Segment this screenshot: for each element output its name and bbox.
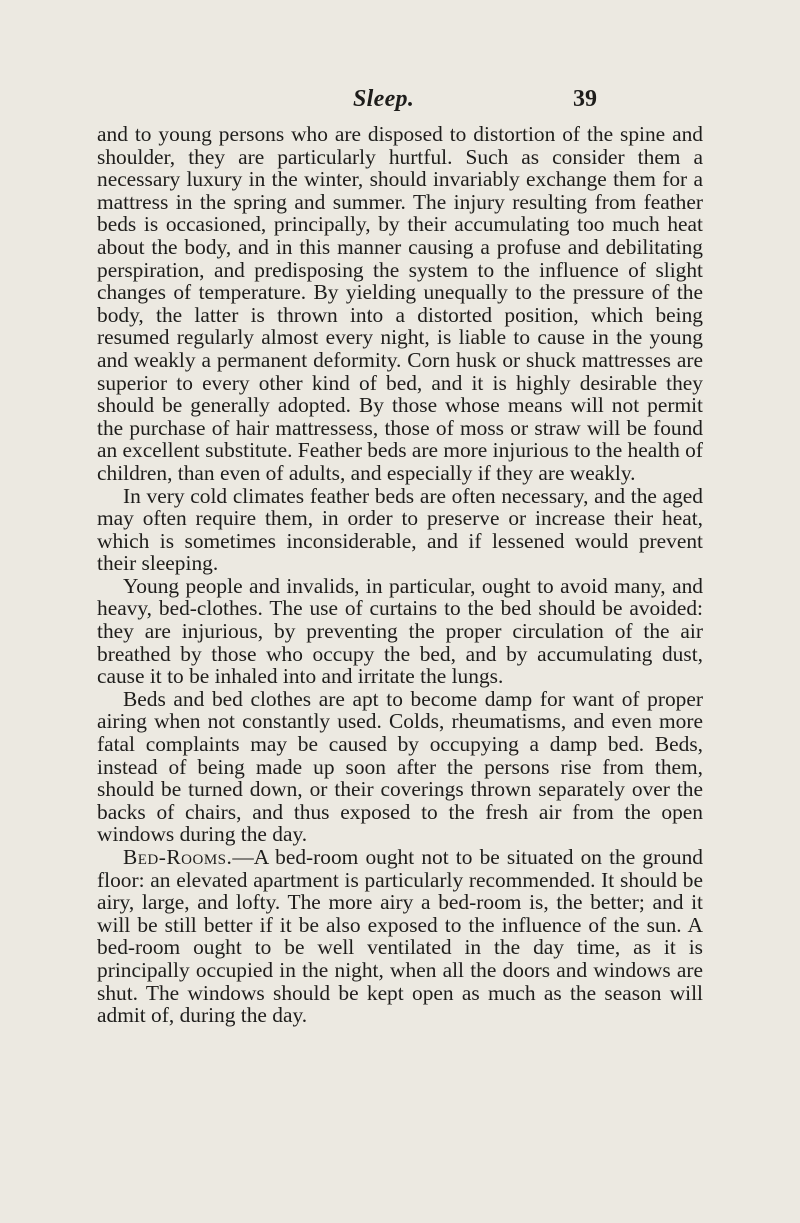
paragraph-cold-climates: [97, 485, 703, 575]
paragraph-text: In very cold climates feather beds are often necessary, and the aged may often require them, in order to preserve or increase their heat, which is sometimes inconsiderable, and if lessened would prevent their sleeping.: [97, 483, 703, 576]
paragraph-text: and to young persons who are disposed to distortion of the spine and shoulder, they are particularly hurtful. Such as consider them a necessary luxury in the winter, should invariably exchange them for a mattress in the spring and summer. The injury resulting from feather beds is occasioned, principally, by their accumulating too much heat about the body, and in this manner causing a profuse and debilitating perspiration, and predisposing the system to the influence of slight changes of temperature. By yielding unequally to the pressure of the body, the latter is thrown into a distorted position, which being resumed regularly almost every night, is liable to cause in the young and weakly a permanent deformity. Corn husk or shuck mattresses are superior to every other kind of bed, and it is highly desirable they should be generally adopted. By those whose means will not permit the purchase of hair mattressess, those of moss or straw will be found an excellent substitute. Feather beds are more injurious to the health of children, than even of adults, and especially if they are weakly.: [97, 122, 703, 485]
paragraph-damp-beds: [97, 688, 703, 846]
body-text: [97, 123, 703, 1027]
paragraph-text: Young people and invalids, in particular, ought to avoid many, and heavy, bed-clothes. The use of curtains to the bed should be avoided: they are injurious, by preventing the proper circulation of the air breathed by those who occupy the bed, and by accumulating dust, cause it to be inhaled into and irritate the lungs.: [97, 573, 703, 689]
paragraph-text: Beds and bed clothes are apt to become damp for want of proper airing when not constantly used. Colds, rheumatisms, and even more fatal complaints may be caused by occupying a damp bed. Beds, instead of being made up soon after the persons rise from them, should be turned down, or their coverings thrown separately over the backs of chairs, and thus exposed to the fresh air from the open windows during the day.: [97, 686, 703, 847]
page-number: 39: [573, 86, 597, 112]
paragraph-feather-beds: [97, 123, 703, 485]
running-title: Sleep.: [353, 86, 415, 112]
paragraph-text: —A bed-room ought not to be situated on the ground floor: an elevated apartment is particularly recommended. It should be airy, large, and lofty. The more airy a bed-room is, the better; and it will be still better if it be also exposed to the influence of the sun. A bed-room ought to be well ventilated in the day time, as it is principally occupied in the night, when all the doors and windows are shut. The windows should be kept open as much as the season will admit of, during the day.: [97, 845, 703, 1028]
paragraph-bed-rooms: [97, 846, 703, 1027]
section-heading: Bed-Rooms.: [123, 845, 233, 869]
paragraph-bed-clothes: [97, 575, 703, 688]
running-head: [0, 84, 800, 112]
